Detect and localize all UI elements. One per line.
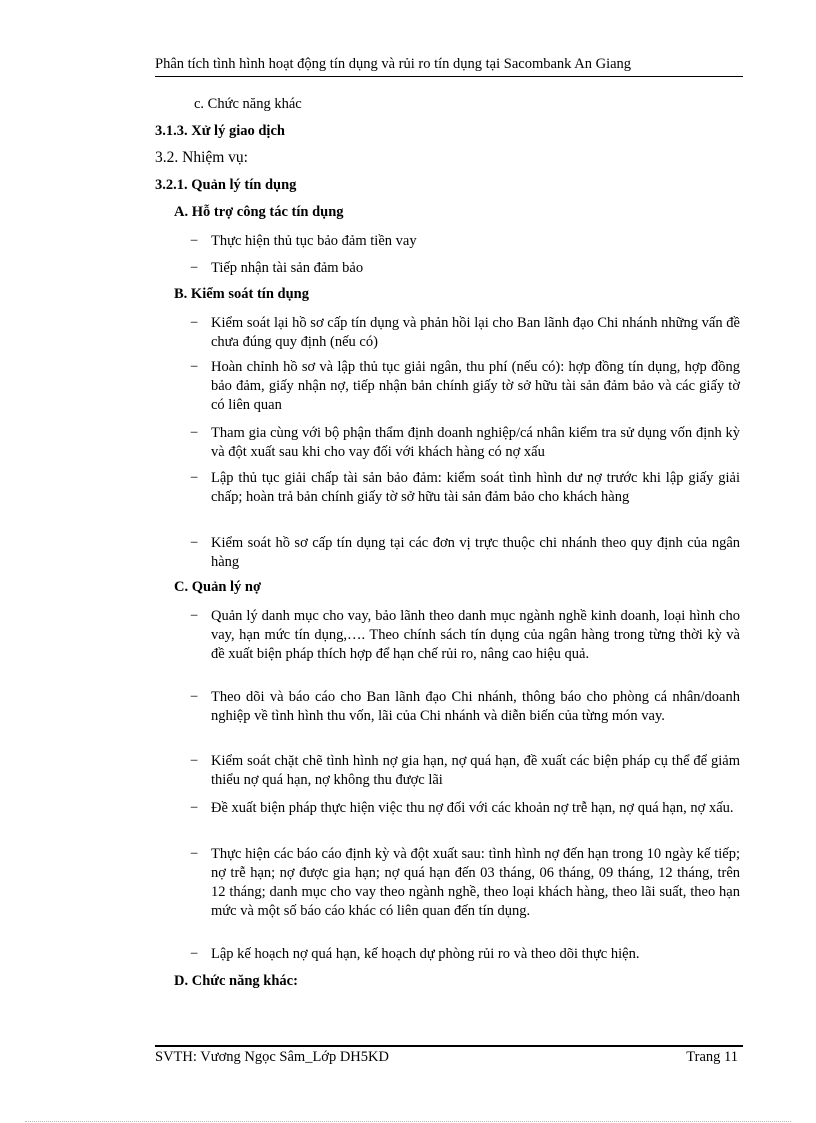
- list-item: − Kiểm soát lại hồ sơ cấp tín dụng và phản hồi lại cho Ban lãnh đạo Chi nhánh những vấn đề chưa đúng quy định (nếu có): [190, 315, 740, 350]
- dash-bullet: −: [190, 535, 199, 551]
- heading-3-2: 3.2. Nhiệm vụ:: [155, 149, 248, 166]
- dash-bullet: −: [190, 608, 199, 624]
- heading-3-1-3: 3.1.3. Xử lý giao dịch: [155, 123, 285, 139]
- dash-bullet: −: [190, 425, 199, 441]
- dash-bullet: −: [190, 753, 199, 769]
- dash-bullet: −: [190, 233, 199, 249]
- running-header: Phân tích tình hình hoạt động tín dụng và rủi ro tín dụng tại Sacombank An Giang: [155, 56, 632, 72]
- item-c-chuc-nang: c. Chức năng khác: [194, 96, 302, 112]
- dash-bullet: −: [190, 470, 199, 486]
- list-item: − Tham gia cùng với bộ phận thẩm định doanh nghiệp/cá nhân kiểm tra sử dụng vốn định kỳ và đột xuất sau khi cho vay đối với khách hàng có nợ xấu: [190, 425, 740, 460]
- list-item: − Quản lý danh mục cho vay, bảo lãnh theo danh mục ngành nghề kinh doanh, loại hình cho vay, hạn mức tín dụng,…. Theo chính sách tín dụng của ngân hàng trong từng thời kỳ và đề xuất biện pháp thích hợp để hạn chế rủi ro, nâng cao hiệu quả.: [190, 608, 740, 662]
- footer-rule: [155, 1045, 743, 1047]
- dash-bullet: −: [190, 260, 199, 276]
- dash-bullet: −: [190, 846, 199, 862]
- section-d-title: D. Chức năng khác:: [174, 973, 298, 989]
- list-item: − Thực hiện thủ tục bảo đảm tiền vay: [190, 233, 417, 249]
- dash-bullet: −: [190, 689, 199, 705]
- list-item: − Lập thủ tục giải chấp tài sản bảo đảm: kiểm soát tình hình dư nợ trước khi lập giấy giải chấp; hoàn trả bản chính giấy tờ sở hữu tài sản đảm bảo cho khách hàng: [190, 470, 740, 505]
- heading-3-2-1: 3.2.1. Quản lý tín dụng: [155, 177, 297, 193]
- footer-author: SVTH: Vương Ngọc Sâm_Lớp DH5KD: [155, 1049, 389, 1065]
- dash-bullet: −: [190, 359, 199, 375]
- dash-bullet: −: [190, 315, 199, 331]
- header-rule: [155, 76, 743, 77]
- list-item: − Kiểm soát hồ sơ cấp tín dụng tại các đơn vị trực thuộc chi nhánh theo quy định của ngân hàng: [190, 535, 740, 570]
- page-number: Trang 11: [686, 1049, 738, 1065]
- dash-bullet: −: [190, 800, 199, 816]
- list-item: − Hoàn chỉnh hồ sơ và lập thủ tục giải ngân, thu phí (nếu có): hợp đồng tín dụng, hợp đồng bảo đảm, giấy nhận nợ, tiếp nhận bản chính giấy tờ sở hữu tài sản đảm bảo và các giấy tờ có liên quan: [190, 359, 740, 413]
- dash-bullet: −: [190, 946, 199, 962]
- section-b-title: B. Kiểm soát tín dụng: [174, 286, 309, 302]
- section-a-title: A. Hỗ trợ công tác tín dụng: [174, 204, 344, 220]
- list-item: − Kiểm soát chặt chẽ tình hình nợ gia hạn, nợ quá hạn, đề xuất các biện pháp cụ thể để giảm thiểu nợ quá hạn, nợ không thu được lãi: [190, 753, 740, 788]
- list-item: − Thực hiện các báo cáo định kỳ và đột xuất sau: tình hình nợ đến hạn trong 10 ngày kế tiếp; nợ trễ hạn; nợ được gia hạn; nợ quá hạn đến 03 tháng, 06 tháng, 09 tháng, 12 tháng, trên 12 tháng; danh mục cho vay theo ngành nghề, theo loại khách hàng, theo lãi suất, theo hạn mức và một số báo cáo khác có liên quan đến tín dụng.: [190, 846, 740, 919]
- section-c-title: C. Quản lý nợ: [174, 579, 261, 595]
- list-item: − Đề xuất biện pháp thực hiện việc thu nợ đối với các khoản nợ trễ hạn, nợ quá hạn, nợ xấu.: [190, 800, 734, 816]
- list-item: − Tiếp nhận tài sản đảm bảo: [190, 260, 364, 276]
- list-item: − Lập kế hoạch nợ quá hạn, kế hoạch dự phòng rủi ro và theo dõi thực hiện.: [190, 946, 640, 962]
- page-bottom-border: [25, 1121, 791, 1122]
- list-item: − Theo dõi và báo cáo cho Ban lãnh đạo Chi nhánh, thông báo cho phòng cá nhân/doanh nghiệp về tình hình thu vốn, lãi của Chi nhánh và diễn biến của từng món vay.: [190, 689, 740, 724]
